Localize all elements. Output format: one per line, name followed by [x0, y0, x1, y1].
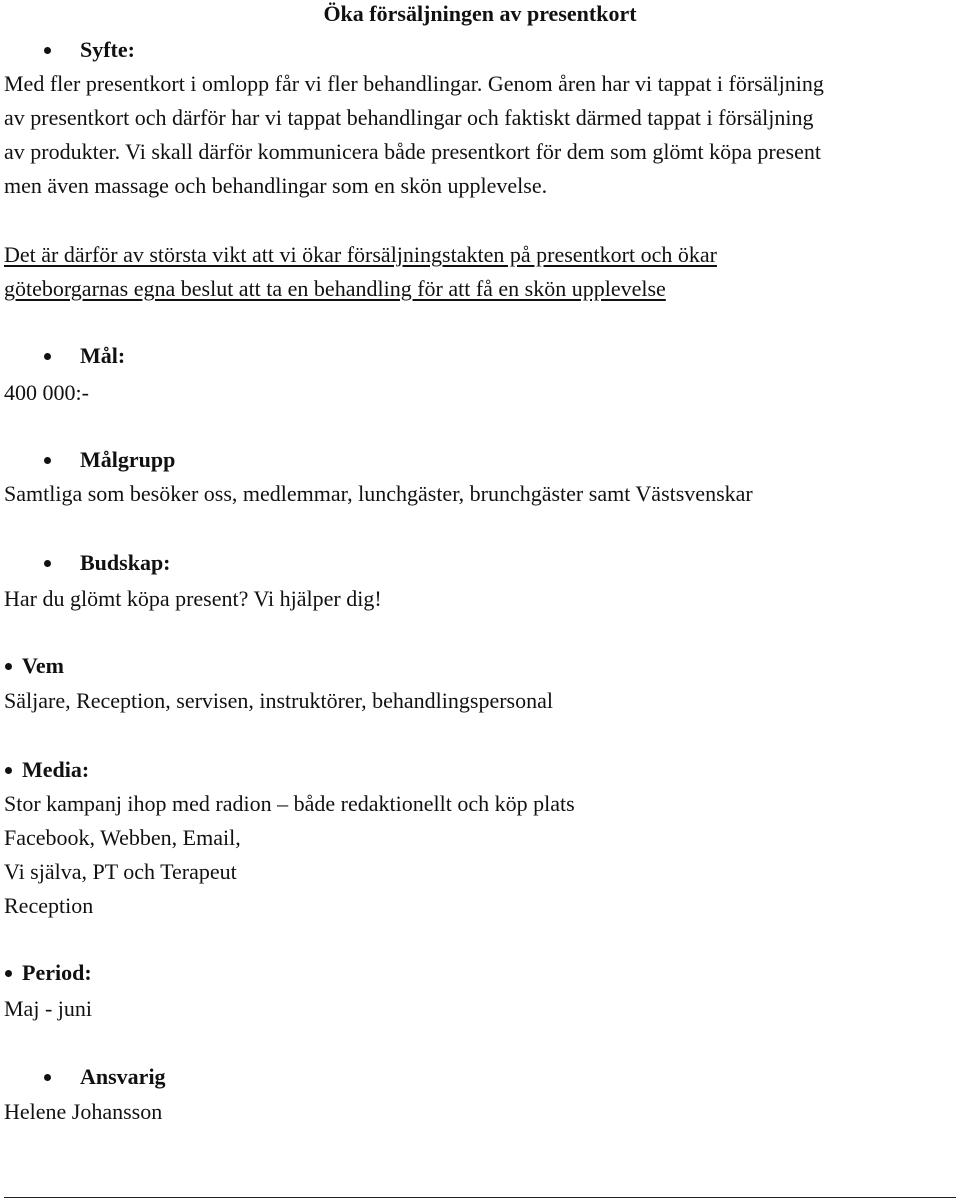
heading-media: Media:	[22, 757, 90, 782]
media-line: Stor kampanj ihop med radion – både redaktionellt och köp plats	[4, 791, 575, 816]
bullet-icon	[44, 47, 51, 54]
message-text: Har du glömt köpa present? Vi hjälper dig!	[4, 586, 382, 611]
bullet-icon	[5, 767, 12, 774]
page-divider	[4, 1197, 956, 1198]
bullet-icon	[44, 457, 51, 464]
period-text: Maj - juni	[4, 996, 92, 1021]
goal-value: 400 000:-	[4, 380, 89, 405]
heading-malgrupp: Målgrupp	[80, 447, 176, 472]
heading-ansvarig: Ansvarig	[80, 1064, 166, 1089]
bullet-icon	[44, 353, 51, 360]
underlined-line: Det är därför av största vikt att vi ökar försäljningstakten på presentkort och ökar	[4, 242, 717, 267]
heading-vem: Vem	[22, 653, 64, 678]
paragraph-line: av presentkort och därför har vi tappat behandlingar och faktiskt därmed tappat i försäljning	[4, 105, 814, 130]
media-line: Facebook, Webben, Email,	[4, 825, 241, 850]
bullet-icon	[44, 560, 51, 567]
media-line: Vi själva, PT och Terapeut	[4, 859, 237, 884]
heading-syfte: Syfte:	[80, 37, 135, 62]
heading-mal: Mål:	[80, 343, 126, 368]
paragraph-line: men även massage och behandlingar som en skön upplevelse.	[4, 173, 548, 198]
document-title: Öka försäljningen av presentkort	[323, 1, 637, 26]
heading-budskap: Budskap:	[80, 550, 171, 575]
bullet-icon	[5, 970, 12, 977]
target-group-text: Samtliga som besöker oss, medlemmar, lunchgäster, brunchgäster samt Västsvenskar	[4, 481, 753, 506]
media-line: Reception	[4, 893, 94, 918]
underlined-line: göteborgarnas egna beslut att ta en behandling för att få en skön upplevelse	[4, 276, 666, 301]
paragraph-line: Med fler presentkort i omlopp får vi fler behandlingar. Genom åren har vi tappat i försäljning	[4, 71, 824, 96]
heading-period: Period:	[22, 960, 92, 985]
who-text: Säljare, Reception, servisen, instruktörer, behandlingspersonal	[4, 688, 553, 713]
paragraph-line: av produkter. Vi skall därför kommunicera både presentkort för dem som glömt köpa present	[4, 139, 821, 164]
bullet-icon	[5, 663, 12, 670]
responsible-name: Helene Johansson	[4, 1099, 163, 1124]
bullet-icon	[44, 1074, 51, 1081]
